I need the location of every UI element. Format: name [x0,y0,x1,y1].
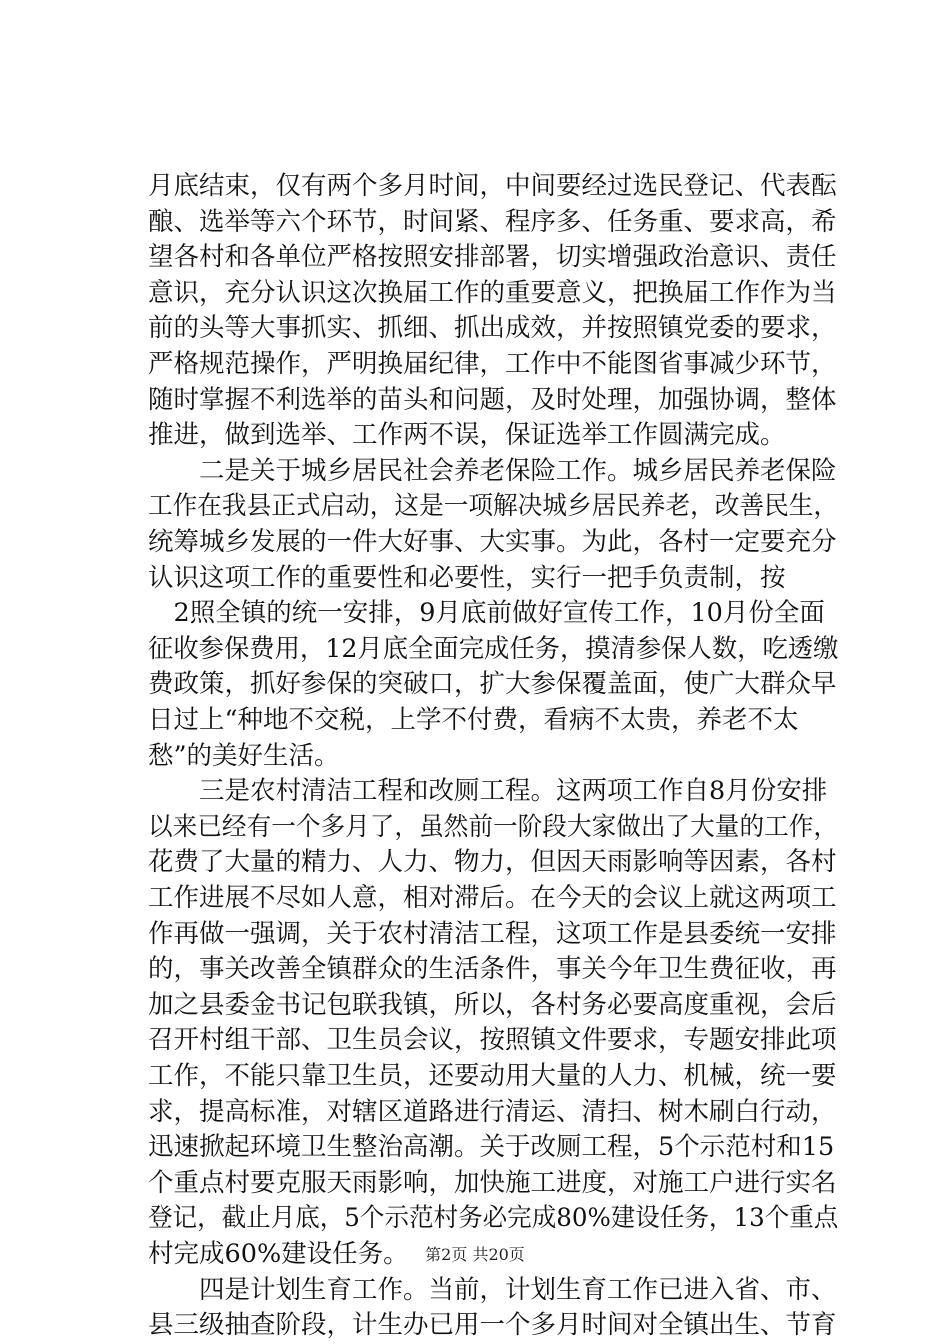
text-line: 迅速掀起环境卫生整治高潮。关于改厕工程，5个示范村和15 [148,1132,835,1163]
text-line: 随时掌握不利选举的苗头和问题，及时处理，加强协调，整体 [148,384,837,415]
text-line: 酿、选举等六个环节，时间紧、程序多、任务重、要求高，希 [148,206,837,237]
text-line: 严格规范操作，严明换届纪律，工作中不能图省事减少环节， [148,349,837,379]
text-line: 望各村和各单位严格按照安排部署，切实增强政治意识、责任 [148,242,837,273]
text-line: 日过上“种地不交税，上学不付费，看病不太贵，养老不太 [148,705,799,735]
text-line: 征收参保费用，12月底全面完成任务，摸清参保人数，吃透缴 [148,633,839,664]
text-line: 二是关于城乡居民社会养老保险工作。城乡居民养老保险 [148,455,837,486]
text-line: 四是计划生育工作。当前，计划生育工作已进入省、市、 [148,1274,837,1305]
text-line: 工作进展不尽如人意，相对滞后。在今天的会议上就这两项工 [148,883,837,913]
text-line: 工作在我县正式启动，这是一项解决城乡居民养老，改善民生， [148,491,839,522]
page-footer: 第2页 共20页 [425,1245,525,1264]
text-line: 登记，截止月底，5个示范村务必完成80%建设任务，13个重点 [148,1203,839,1234]
text-line: 加之县委金书记包联我镇，所以，各村务必要高度重视，会后 [148,989,837,1020]
text-line: 村完成60%建设任务。 [148,1239,409,1269]
text-line: 求，提高标准，对辖区道路进行清运、清扫、树木刷白行动， [148,1096,837,1127]
text-line: 作再做一强调，关于农村清洁工程，这项工作是县委统一安排 [148,918,837,949]
text-line: 月底结束，仅有两个多月时间，中间要经过选民登记、代表酝 [148,171,837,201]
text-line: 推进，做到选举、工作两不误，保证选举工作圆满完成。 [148,420,786,451]
text-line: 愁”的美好生活。 [148,740,340,771]
text-line: 个重点村要克服天雨影响，加快施工进度，对施工户进行实名 [148,1167,837,1198]
text-line: 县三级抽查阶段，计生办已用一个多月时间对全镇出生、节育 [148,1310,837,1341]
text-line: 前的头等大事抓实、抓细、抓出成效，并按照镇党委的要求， [148,313,837,344]
text-line: 统筹城乡发展的一件大好事、大实事。为此，各村一定要充分 [148,527,837,557]
text-line: 以来已经有一个多月了，虽然前一阶段大家做出了大量的工作， [148,811,839,842]
text-line: 认识这项工作的重要性和必要性，实行一把手负责制，按 [148,562,786,593]
text-line: 2照全镇的统一安排，9月底前做好宣传工作，10月份全面 [148,598,825,629]
text-line: 召开村组干部、卫生员会议，按照镇文件要求，专题安排此项 [148,1025,837,1056]
text-line: 花费了大量的精力、人力、物力，但因天雨影响等因素，各村 [148,847,837,878]
text-line: 意识，充分认识这次换届工作的重要意义，把换届工作作为当 [148,277,837,308]
text-line: 费政策，抓好参保的突破口，扩大参保覆盖面，使广大群众早 [148,669,837,700]
text-line: 工作，不能只靠卫生员，还要动用大量的人力、机械，统一要 [148,1061,837,1091]
text-line: 的，事关改善全镇群众的生活条件，事关今年卫生费征收，再 [148,954,837,985]
text-line: 三是农村清洁工程和改厕工程。这两项工作自8月份安排 [148,776,828,807]
